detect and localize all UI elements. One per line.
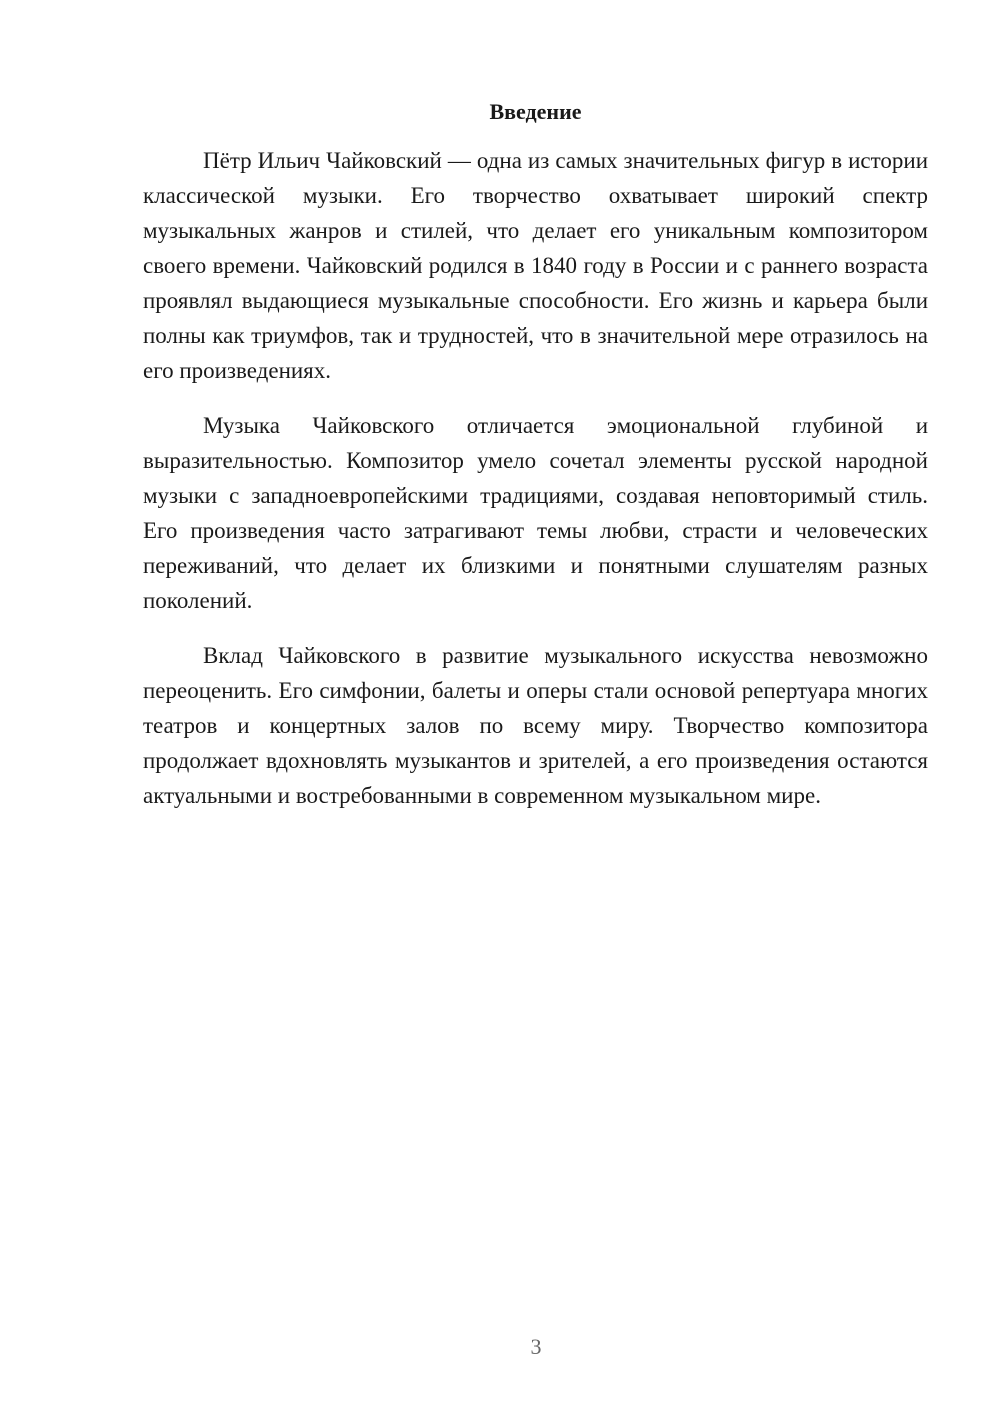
paragraph-1: Пётр Ильич Чайковский — одна из самых значительных фигур в истории классической музыки. Его творчество охватывает широкий спектр музыкальных жанров и стилей, что делает его уникальным композитором своего времени. Чайковский родился в 1840 году в России и с раннего возраста проявлял выдающиеся музыкальные способности. Его жизнь и карьера были полны как триумфов, так и трудностей, что в значительной мере отразилось на его произведениях.: [143, 148, 928, 383]
section-heading: Введение: [489, 99, 582, 124]
paragraph-2: Музыка Чайковского отличается эмоциональной глубиной и выразительностью. Композитор умело сочетал элементы русской народной музыки с западноевропейскими традициями, создавая неповторимый стиль. Его произведения часто затрагивают темы любви, страсти и человеческих переживаний, что делает их близкими и понятными слушателям разных поколений.: [143, 413, 928, 613]
paragraph-3: Вклад Чайковского в развитие музыкального искусства невозможно переоценить. Его симфонии, балеты и оперы стали основой репертуара многих театров и концертных залов по всему миру. Творчество композитора продолжает вдохновлять музыкантов и зрителей, а его произведения остаются актуальными и востребованными в современном музыкальном мире.: [143, 643, 928, 808]
page-number: 3: [530, 1334, 542, 1359]
document-body: [143, 143, 928, 833]
